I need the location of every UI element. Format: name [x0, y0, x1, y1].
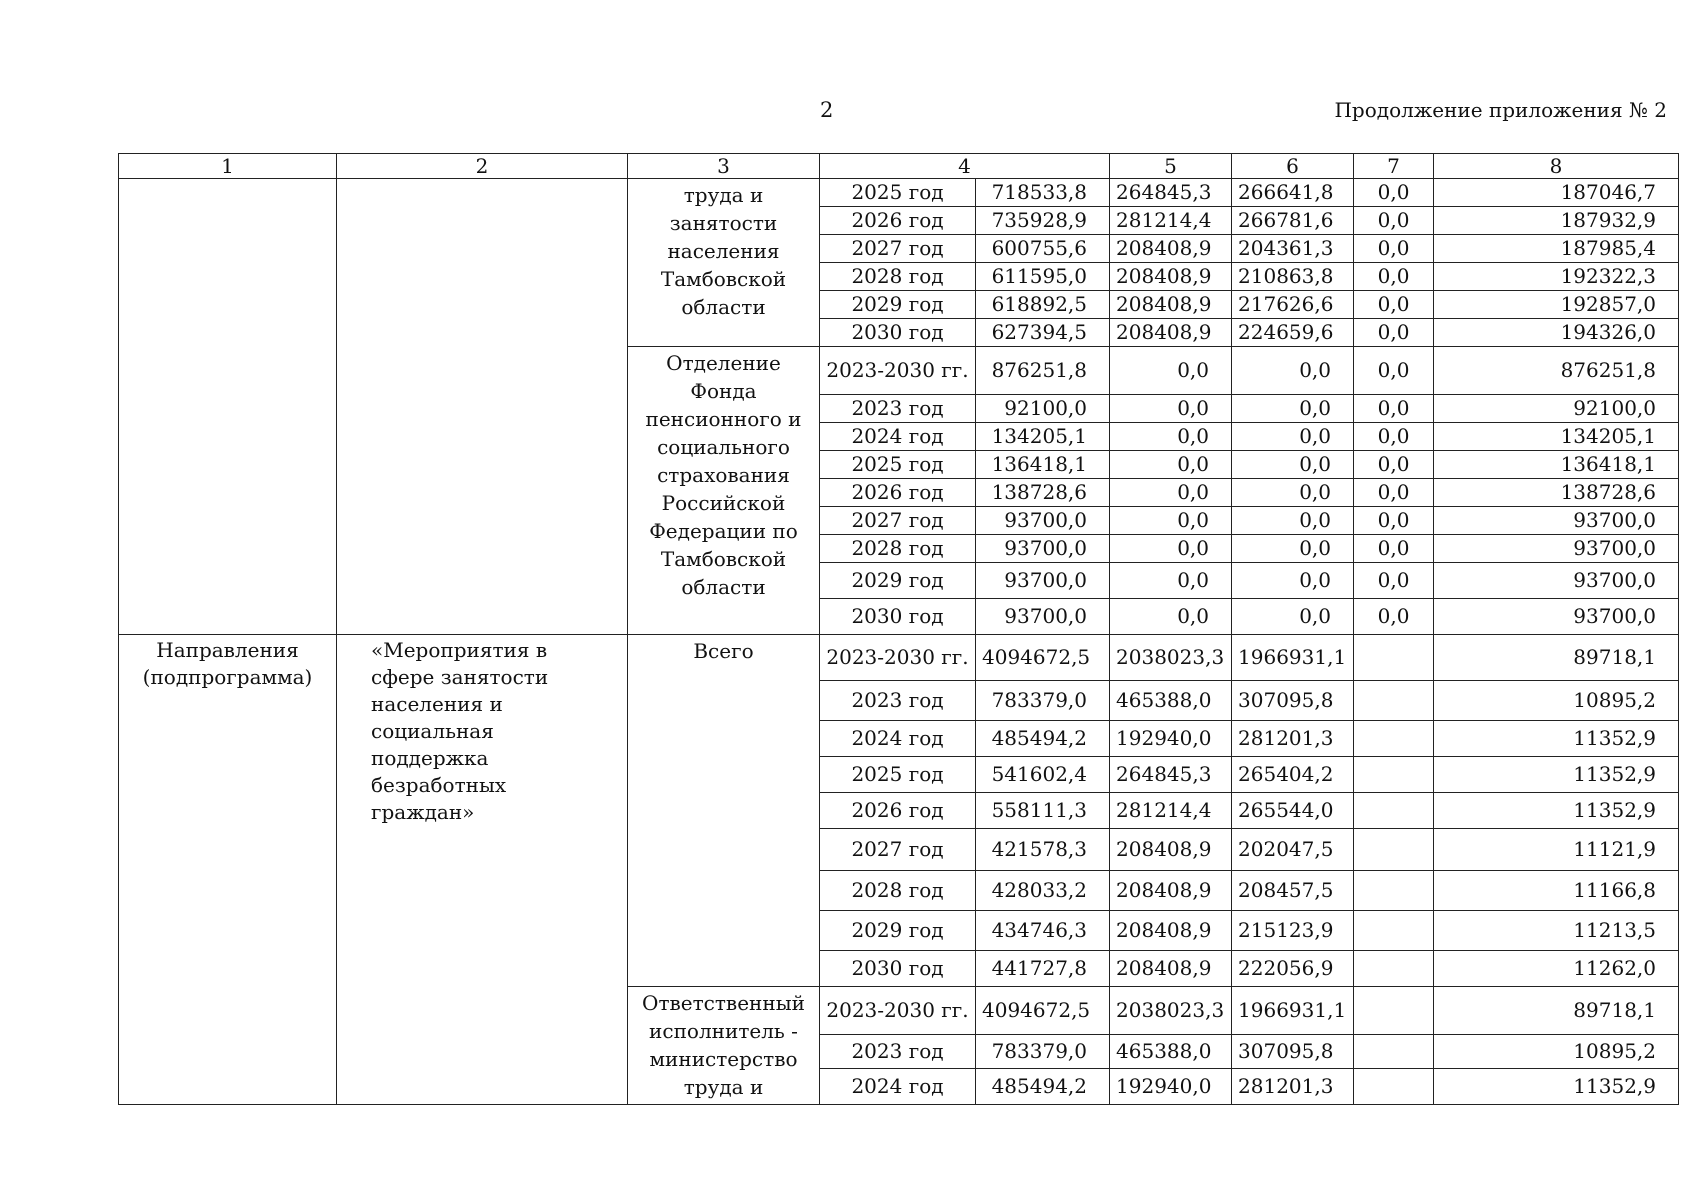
header-cell: 1 [119, 154, 337, 179]
total-amount-cell: 783379,0 [976, 1035, 1110, 1069]
federal-amount-cell: 208408,9 [1110, 829, 1232, 871]
period-cell: 2025 год [820, 451, 976, 479]
local-amount-cell [1354, 987, 1434, 1035]
federal-amount-cell: 264845,3 [1110, 179, 1232, 207]
total-amount-cell: 434746,3 [976, 911, 1110, 951]
regional-amount-cell: 204361,3 [1232, 235, 1354, 263]
local-amount-cell [1354, 757, 1434, 793]
other-amount-cell: 138728,6 [1434, 479, 1679, 507]
period-cell: 2028 год [820, 871, 976, 911]
federal-amount-cell: 2038023,3 [1110, 635, 1232, 681]
header-cell: 2 [337, 154, 628, 179]
total-amount-cell: 783379,0 [976, 681, 1110, 721]
other-amount-cell: 11262,0 [1434, 951, 1679, 987]
federal-amount-cell: 281214,4 [1110, 207, 1232, 235]
table-header-row [119, 154, 1679, 179]
period-cell: 2026 год [820, 207, 976, 235]
period-cell: 2023 год [820, 681, 976, 721]
table-row [119, 635, 1679, 681]
local-amount-cell [1354, 635, 1434, 681]
total-amount-cell: 485494,2 [976, 1069, 1110, 1105]
header-cell: 6 [1232, 154, 1354, 179]
period-cell: 2023-2030 гг. [820, 635, 976, 681]
other-amount-cell: 93700,0 [1434, 535, 1679, 563]
header-cell: 4 [820, 154, 1110, 179]
other-amount-cell: 11213,5 [1434, 911, 1679, 951]
other-amount-cell: 89718,1 [1434, 635, 1679, 681]
total-amount-cell: 421578,3 [976, 829, 1110, 871]
total-amount-cell: 93700,0 [976, 563, 1110, 599]
federal-amount-cell: 465388,0 [1110, 1035, 1232, 1069]
table-row [119, 179, 1679, 207]
local-amount-cell: 0,0 [1354, 451, 1434, 479]
period-cell: 2026 год [820, 479, 976, 507]
regional-amount-cell: 215123,9 [1232, 911, 1354, 951]
local-amount-cell: 0,0 [1354, 179, 1434, 207]
regional-amount-cell: 222056,9 [1232, 951, 1354, 987]
federal-amount-cell: 0,0 [1110, 395, 1232, 423]
local-amount-cell: 0,0 [1354, 347, 1434, 395]
budget-table [118, 153, 1679, 1105]
local-amount-cell [1354, 721, 1434, 757]
total-amount-cell: 4094672,5 [976, 635, 1110, 681]
executor-cell: Всего [628, 635, 820, 987]
period-cell: 2023-2030 гг. [820, 347, 976, 395]
total-amount-cell: 618892,5 [976, 291, 1110, 319]
local-amount-cell: 0,0 [1354, 291, 1434, 319]
regional-amount-cell: 307095,8 [1232, 681, 1354, 721]
other-amount-cell: 89718,1 [1434, 987, 1679, 1035]
period-cell: 2024 год [820, 1069, 976, 1105]
total-amount-cell: 428033,2 [976, 871, 1110, 911]
federal-amount-cell: 0,0 [1110, 535, 1232, 563]
period-cell: 2029 год [820, 911, 976, 951]
local-amount-cell [1354, 871, 1434, 911]
local-amount-cell: 0,0 [1354, 535, 1434, 563]
federal-amount-cell: 281214,4 [1110, 793, 1232, 829]
federal-amount-cell: 465388,0 [1110, 681, 1232, 721]
regional-amount-cell: 265404,2 [1232, 757, 1354, 793]
regional-amount-cell: 0,0 [1232, 479, 1354, 507]
regional-amount-cell: 0,0 [1232, 507, 1354, 535]
other-amount-cell: 876251,8 [1434, 347, 1679, 395]
period-cell: 2027 год [820, 507, 976, 535]
federal-amount-cell: 192940,0 [1110, 1069, 1232, 1105]
local-amount-cell: 0,0 [1354, 319, 1434, 347]
period-cell: 2030 год [820, 319, 976, 347]
local-amount-cell: 0,0 [1354, 263, 1434, 291]
other-amount-cell: 192322,3 [1434, 263, 1679, 291]
continuation-note: Продолжение приложения № 2 [1334, 98, 1667, 122]
other-amount-cell: 187046,7 [1434, 179, 1679, 207]
regional-amount-cell: 265544,0 [1232, 793, 1354, 829]
other-amount-cell: 93700,0 [1434, 599, 1679, 635]
local-amount-cell [1354, 911, 1434, 951]
other-amount-cell: 11352,9 [1434, 721, 1679, 757]
federal-amount-cell: 2038023,3 [1110, 987, 1232, 1035]
header-cell: 5 [1110, 154, 1232, 179]
total-amount-cell: 441727,8 [976, 951, 1110, 987]
federal-amount-cell: 208408,9 [1110, 951, 1232, 987]
total-amount-cell: 718533,8 [976, 179, 1110, 207]
period-cell: 2024 год [820, 423, 976, 451]
local-amount-cell [1354, 1069, 1434, 1105]
period-cell: 2030 год [820, 951, 976, 987]
federal-amount-cell: 208408,9 [1110, 263, 1232, 291]
federal-amount-cell: 208408,9 [1110, 319, 1232, 347]
local-amount-cell [1354, 681, 1434, 721]
total-amount-cell: 93700,0 [976, 599, 1110, 635]
federal-amount-cell: 208408,9 [1110, 911, 1232, 951]
regional-amount-cell: 0,0 [1232, 599, 1354, 635]
federal-amount-cell: 208408,9 [1110, 235, 1232, 263]
total-amount-cell: 93700,0 [976, 535, 1110, 563]
local-amount-cell: 0,0 [1354, 507, 1434, 535]
federal-amount-cell: 0,0 [1110, 451, 1232, 479]
regional-amount-cell: 0,0 [1232, 423, 1354, 451]
federal-amount-cell: 0,0 [1110, 423, 1232, 451]
federal-amount-cell: 264845,3 [1110, 757, 1232, 793]
total-amount-cell: 600755,6 [976, 235, 1110, 263]
local-amount-cell: 0,0 [1354, 235, 1434, 263]
page-number: 2 [820, 98, 834, 122]
period-cell: 2025 год [820, 179, 976, 207]
executor-cell: Отделение Фонда пенсионного и социального страхования Российской Федерации по Тамбовской области [628, 347, 820, 635]
period-cell: 2027 год [820, 235, 976, 263]
regional-amount-cell: 0,0 [1232, 451, 1354, 479]
other-amount-cell: 11121,9 [1434, 829, 1679, 871]
other-amount-cell: 194326,0 [1434, 319, 1679, 347]
other-amount-cell: 93700,0 [1434, 563, 1679, 599]
federal-amount-cell: 0,0 [1110, 563, 1232, 599]
other-amount-cell: 10895,2 [1434, 681, 1679, 721]
regional-amount-cell: 281201,3 [1232, 721, 1354, 757]
local-amount-cell [1354, 829, 1434, 871]
local-amount-cell [1354, 793, 1434, 829]
total-amount-cell: 876251,8 [976, 347, 1110, 395]
federal-amount-cell: 0,0 [1110, 479, 1232, 507]
executor-cell: Ответственный исполнитель - министерство труда и [628, 987, 820, 1105]
total-amount-cell: 134205,1 [976, 423, 1110, 451]
regional-amount-cell: 1966931,1 [1232, 987, 1354, 1035]
other-amount-cell: 187932,9 [1434, 207, 1679, 235]
period-cell: 2025 год [820, 757, 976, 793]
direction-cell: Направления (подпрограмма) [119, 635, 337, 1105]
other-amount-cell: 11352,9 [1434, 757, 1679, 793]
other-amount-cell: 136418,1 [1434, 451, 1679, 479]
regional-amount-cell: 266781,6 [1232, 207, 1354, 235]
regional-amount-cell: 0,0 [1232, 535, 1354, 563]
total-amount-cell: 92100,0 [976, 395, 1110, 423]
other-amount-cell: 92100,0 [1434, 395, 1679, 423]
period-cell: 2026 год [820, 793, 976, 829]
local-amount-cell: 0,0 [1354, 479, 1434, 507]
total-amount-cell: 558111,3 [976, 793, 1110, 829]
total-amount-cell: 136418,1 [976, 451, 1110, 479]
regional-amount-cell: 217626,6 [1232, 291, 1354, 319]
local-amount-cell: 0,0 [1354, 423, 1434, 451]
federal-amount-cell: 208408,9 [1110, 291, 1232, 319]
program-name-cell: «Мероприятия в сфере занятости населения и социальная поддержка безработных граждан» [337, 635, 628, 1105]
period-cell: 2023-2030 гг. [820, 987, 976, 1035]
other-amount-cell: 134205,1 [1434, 423, 1679, 451]
regional-amount-cell: 0,0 [1232, 563, 1354, 599]
other-amount-cell: 11166,8 [1434, 871, 1679, 911]
federal-amount-cell: 0,0 [1110, 507, 1232, 535]
total-amount-cell: 4094672,5 [976, 987, 1110, 1035]
total-amount-cell: 485494,2 [976, 721, 1110, 757]
total-amount-cell: 735928,9 [976, 207, 1110, 235]
total-amount-cell: 611595,0 [976, 263, 1110, 291]
other-amount-cell: 11352,9 [1434, 1069, 1679, 1105]
regional-amount-cell: 208457,5 [1232, 871, 1354, 911]
regional-amount-cell: 210863,8 [1232, 263, 1354, 291]
regional-amount-cell: 0,0 [1232, 347, 1354, 395]
other-amount-cell: 192857,0 [1434, 291, 1679, 319]
header-cell: 7 [1354, 154, 1434, 179]
local-amount-cell [1354, 951, 1434, 987]
federal-amount-cell: 208408,9 [1110, 871, 1232, 911]
other-amount-cell: 93700,0 [1434, 507, 1679, 535]
regional-amount-cell: 307095,8 [1232, 1035, 1354, 1069]
executor-cell: труда и занятости населения Тамбовской области [628, 179, 820, 347]
total-amount-cell: 627394,5 [976, 319, 1110, 347]
period-cell: 2029 год [820, 563, 976, 599]
period-cell: 2028 год [820, 263, 976, 291]
local-amount-cell: 0,0 [1354, 563, 1434, 599]
header-cell: 8 [1434, 154, 1679, 179]
period-cell: 2027 год [820, 829, 976, 871]
period-cell: 2023 год [820, 1035, 976, 1069]
regional-amount-cell: 1966931,1 [1232, 635, 1354, 681]
regional-amount-cell: 281201,3 [1232, 1069, 1354, 1105]
total-amount-cell: 541602,4 [976, 757, 1110, 793]
local-amount-cell: 0,0 [1354, 599, 1434, 635]
regional-amount-cell: 266641,8 [1232, 179, 1354, 207]
regional-amount-cell: 202047,5 [1232, 829, 1354, 871]
period-cell: 2030 год [820, 599, 976, 635]
local-amount-cell [1354, 1035, 1434, 1069]
federal-amount-cell: 0,0 [1110, 599, 1232, 635]
regional-amount-cell: 224659,6 [1232, 319, 1354, 347]
local-amount-cell: 0,0 [1354, 207, 1434, 235]
federal-amount-cell: 0,0 [1110, 347, 1232, 395]
period-cell: 2029 год [820, 291, 976, 319]
program-name-cell [337, 179, 628, 635]
local-amount-cell: 0,0 [1354, 395, 1434, 423]
federal-amount-cell: 192940,0 [1110, 721, 1232, 757]
period-cell: 2028 год [820, 535, 976, 563]
regional-amount-cell: 0,0 [1232, 395, 1354, 423]
period-cell: 2023 год [820, 395, 976, 423]
direction-cell [119, 179, 337, 635]
other-amount-cell: 11352,9 [1434, 793, 1679, 829]
period-cell: 2024 год [820, 721, 976, 757]
total-amount-cell: 93700,0 [976, 507, 1110, 535]
header-cell: 3 [628, 154, 820, 179]
other-amount-cell: 10895,2 [1434, 1035, 1679, 1069]
total-amount-cell: 138728,6 [976, 479, 1110, 507]
other-amount-cell: 187985,4 [1434, 235, 1679, 263]
